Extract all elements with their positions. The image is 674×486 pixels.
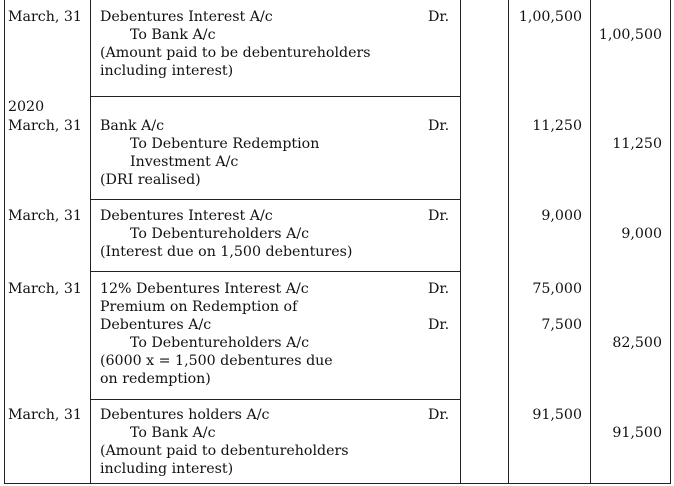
credit-column-divider <box>590 0 591 483</box>
credit-amount: 11,250 <box>612 136 662 152</box>
debit-amount: 1,00,500 <box>518 9 582 25</box>
particulars-line: 12% Debentures Interest A/c <box>100 281 309 297</box>
date-column-divider <box>90 0 91 483</box>
particulars-line: Debentures A/c <box>100 317 212 333</box>
particulars-line: To Bank A/c <box>130 425 216 441</box>
particulars-line: To Bank A/c <box>130 27 216 43</box>
narration-line: including interest) <box>100 63 234 79</box>
entry-divider <box>90 199 460 200</box>
debit-amount: 9,000 <box>541 208 582 224</box>
dr-marker: Dr. <box>428 208 450 224</box>
entry-divider <box>90 271 460 272</box>
narration-line: (6000 x = 1,500 debentures due <box>100 353 333 369</box>
particulars-line: Investment A/c <box>130 154 239 170</box>
narration-line: on redemption) <box>100 371 211 387</box>
entry-divider <box>90 96 460 97</box>
narration-line: (Amount paid to debentureholders <box>100 443 349 459</box>
debit-amount: 75,000 <box>532 281 582 297</box>
particulars-line: To Debentureholders A/c <box>130 226 310 242</box>
debit-amount: 7,500 <box>541 317 582 333</box>
entry-date: March, 31 <box>8 208 82 224</box>
entry-divider <box>90 399 460 400</box>
particulars-line: To Debentureholders A/c <box>130 335 310 351</box>
narration-line: (Interest due on 1,500 debentures) <box>100 244 353 260</box>
entry-date: March, 31 <box>8 118 82 134</box>
debit-amount: 91,500 <box>532 407 582 423</box>
credit-amount: 82,500 <box>612 335 662 351</box>
particulars-line: To Debenture Redemption <box>130 136 320 152</box>
particulars-line: Debentures Interest A/c <box>100 208 273 224</box>
debit-column-divider <box>508 0 509 483</box>
credit-amount: 1,00,500 <box>598 27 662 43</box>
dr-marker: Dr. <box>428 118 450 134</box>
credit-amount: 9,000 <box>621 226 662 242</box>
entry-date: March, 31 <box>8 281 82 297</box>
entry-date: March, 31 <box>8 407 82 423</box>
entry-year: 2020 <box>8 99 45 115</box>
particulars-line: Bank A/c <box>100 118 165 134</box>
particulars-line: Premium on Redemption of <box>100 299 298 315</box>
lf-column-divider <box>460 0 461 483</box>
dr-marker: Dr. <box>428 317 450 333</box>
entry-date: March, 31 <box>8 9 82 25</box>
dr-marker: Dr. <box>428 407 450 423</box>
particulars-line: Debentures holders A/c <box>100 407 270 423</box>
credit-amount: 91,500 <box>612 425 662 441</box>
dr-marker: Dr. <box>428 281 450 297</box>
particulars-line: Debentures Interest A/c <box>100 9 273 25</box>
narration-line: including interest) <box>100 461 234 477</box>
journal-table <box>4 0 671 484</box>
narration-line: (Amount paid to be debentureholders <box>100 45 371 61</box>
debit-amount: 11,250 <box>532 118 582 134</box>
narration-line: (DRI realised) <box>100 172 201 188</box>
dr-marker: Dr. <box>428 9 450 25</box>
